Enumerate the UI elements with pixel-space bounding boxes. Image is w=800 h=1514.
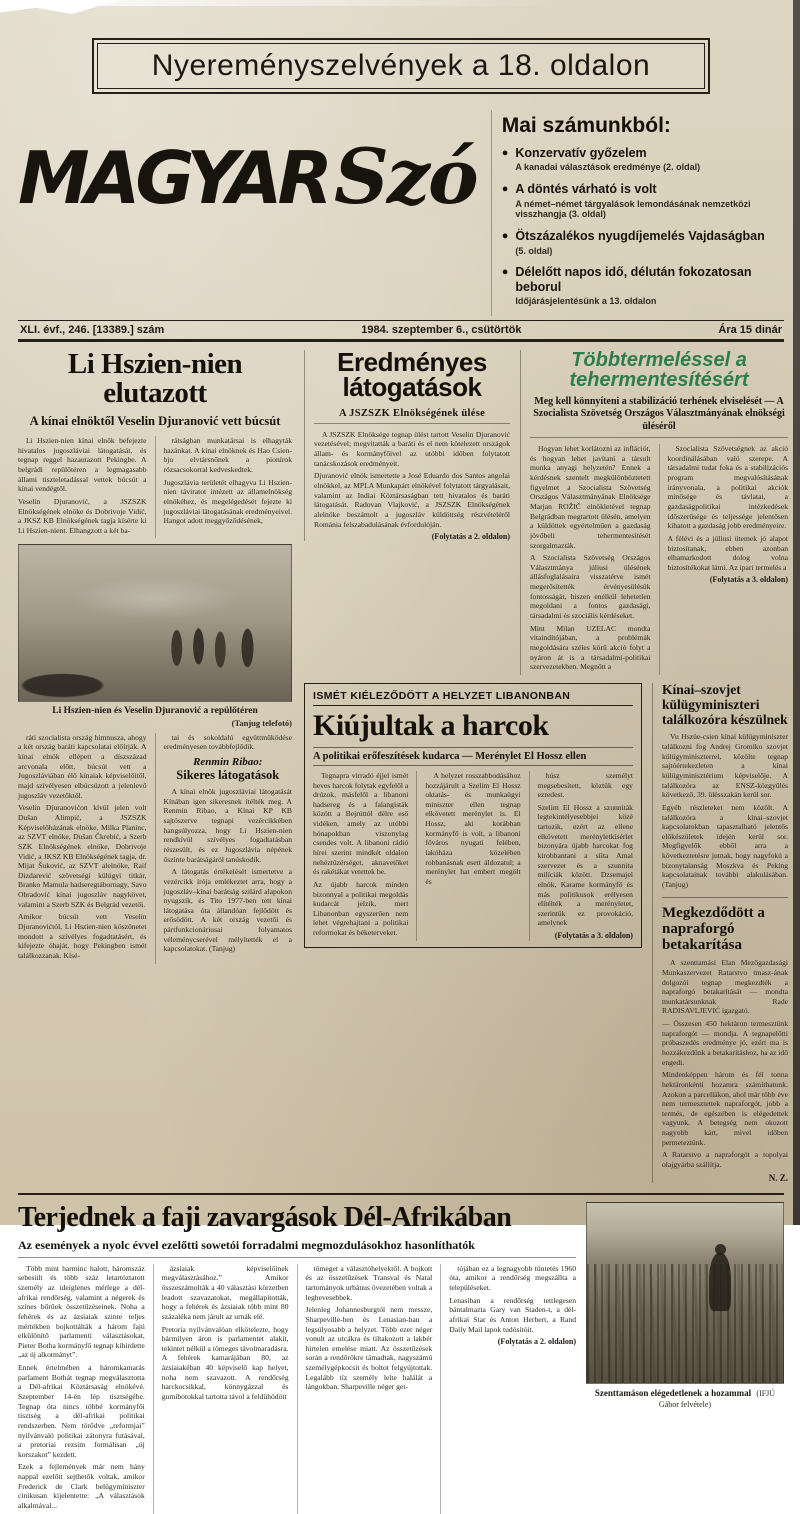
today-item-head: A döntés várható is volt: [515, 182, 657, 197]
body-column: [659, 444, 789, 675]
body-paragraph: Az újabb harcok minden bizonnyal a politikai megoldás kudarcát jelzik, mert Libanonban egyszerűen nem lehet végrehajtani a politikai reformokat és béketerveket.: [313, 879, 409, 938]
body-paragraph: ráti szocialista ország himnusza, ahogy a két ország baráti kapcsolatai előírják. A kínai elnök ellépett a díszszázad arcvonala előtt, búcsút vett a Jugoszláviában élő kínaiak képviselőitől, majd szívélyesen elbúcsúzott a jelenlevő jugoszláv vezetőktől.: [18, 732, 147, 800]
price: Ára 15 dinár: [718, 323, 782, 336]
body-paragraph: Ezek a fejlemények már nem hány nappal ezelőtt sejthetők voltak, amikor Frederick de Clark belügyminiszter cinikusan kijelentette: „A választások alkalmával...: [18, 1462, 145, 1511]
right-column-stack: [652, 683, 788, 1183]
bullet-icon: ●: [501, 230, 509, 243]
body-column: [297, 1264, 433, 1514]
article-libanon-box: [304, 683, 642, 948]
body-paragraph: Szocialista Szövetségnek az akció koordinálásában való szerepe. A társadalmi tudat foka és a stabilizációs program megvalósításának irányvonala, a politikai akciók minősége és távlatai, a gazdaságpolitikai intézkedések időszerűsége és teljessége jelentősen kihatott a gazdaság jobb eredményeire.: [667, 444, 788, 531]
issue-number: XLI. évf., 246. [13389.] szám: [20, 323, 165, 336]
body-column: [155, 436, 293, 538]
photo-caption-block: [586, 1388, 784, 1411]
body-paragraph: A Szocialista Szövetség Országos Választmánya júliusi ülésének állásfoglalásaira visszatérve ismét megerősítették érvényesülésük fontosságát, hiszen enélkül lehetetlen megoldani a fontos gazdasági, társadalmi és szociális kérdéseket.: [530, 553, 651, 621]
body-paragraph: Mindenképpen három és fél tonna hektáronkénti hozamra számíthatunk. Azokon a parcellákon, ahol már több éve nem termesztettek napraforgót, jobb a termés, de egészében is elégedettek vagyunk. A betegség nem okozott nagyobb kárt, mivel időben permeteztünk.: [662, 1070, 788, 1147]
article-kicker: A JSZSZK Elnökségének ülése: [314, 408, 510, 424]
body-paragraph: Jelenleg Johannesburgtól nem messze, Sharpeville-ben és Lenasian-ban a legsúlyosabb a helyzet. Több ezer néger vonult az utcákra és tiltakozott a lakbér hirtelen emelése miatt. Az összetűzések során a rendőrökre támadtak, nagyszámú személygépkocsit és boltot felgyújtottak. Legalább tíz személy lelte halálát a lángokban. Sharpeville néger get-: [305, 1305, 433, 1392]
body-paragraph: — Összesen 450 hektáron termesztünk napraforgót — mondja. A tegnapelőtti próbaszedés eredménye jó, ezért ma is hozzákezdünk a betakarításhoz, ha az idő engedi.: [662, 1019, 788, 1067]
body-paragraph: Tegnapra virradó éjjel ismét heves harcok folytak egyfelől a drúzok, másfelől a libanoni hadsereg és a falangisták között a Bejrúttól délre eső vidéken, amely az utóbbi hónapokban viszonylag csendes volt. A libanoni rádió hírei szerint mindkét oldalon nehéztüzérséget, aknavetőket és rakétákat vetettek be.: [313, 770, 409, 877]
body-paragraph: Több mint harminc halott, háromszáz sebesült és több száz letartóztatott személy az ideiglenes mérlege a dél-afrikai rendőrség, valamint a négerek és színes bőrűek összetűzéseinek. Noha a fehérek és az ázsiaiak szinte teljes mértékben bojkottálták a három fajú elkülönítő parlamenti választásokat, Pieter Botha kormányfő tegnap kihirdette „az új alkotmányt”.: [18, 1263, 145, 1360]
continued-on-note: (Folytatás a 2. oldalon): [431, 532, 510, 542]
logo-magyar: MAGYAR: [18, 136, 328, 220]
bullet-icon: ●: [501, 147, 509, 159]
today-in-issue-box: [491, 110, 784, 316]
today-item: [502, 182, 778, 220]
today-item-sub: A kanadai választások eredménye (2. oldal): [515, 162, 701, 173]
body-column: [440, 1264, 576, 1514]
continued-on-note: (Folytatás a 3. oldalon): [554, 931, 633, 941]
article-subtitle: A politikai erőfeszítések kudarca — Merénylet El Hossz ellen: [313, 747, 633, 766]
scan-edge-right: [793, 0, 800, 1225]
body-paragraph: tömeget a választóhelyektől. A bojkott és az összetűzések Transval és Natal tartományok urbánus övezetében voltak a leghevesebbek.: [305, 1263, 433, 1302]
scan-edge-top: [0, 0, 800, 6]
bullet-icon: ●: [501, 183, 509, 196]
article-headline: Kínai–szovjet külügyminiszteri találkozóra készülnek: [662, 681, 788, 727]
today-item-head: Délelőtt napos idő, délután fokozatosan beborul: [515, 265, 752, 294]
photo-caption: Szenttamáson elégedetlenek a hozammal: [594, 1387, 752, 1398]
article-body-columns: [18, 1264, 576, 1514]
renmin-body: [164, 787, 293, 864]
body-paragraph: Veselin Djuranović, a JSZSZK Elnökségének elnöke és Dobrivoje Vidić, a JKSZ KB Elnökségének tagja kísérte ki Li Hszien-nient. Elhangzott a két ba-: [18, 496, 147, 535]
article-body: [314, 430, 510, 529]
body-column-text: [668, 444, 789, 572]
torn-paper-edge: [0, 0, 120, 14]
body-paragraph: ázsiaiak képviselőinek megválasztásához.” Amikor összeszámolták a 40 választási körzetben leadott szavazatokat, megállapították, hogy a fehérek és ázsiaiak több mint 80 százaléka nem járult az urnák elé.: [161, 1263, 289, 1321]
body-column: [18, 436, 147, 538]
photo-credit: (IFJÚ Gábor felvétele): [658, 1388, 776, 1409]
body-paragraph: Amikor búcsút vett Veselin Djuranovićtól, Li Hszien-nien köszönetet mondott a szívélyes fogadtatásért, és kifejezte óhaját, hogy Pekingben ismét találkozzanak. Kísé-: [18, 912, 147, 960]
article-body-columns: [18, 733, 292, 964]
article-headline: Eredményes látogatások: [337, 346, 487, 403]
promo-banner-text: Nyereményszelvények a 18. oldalon: [97, 43, 705, 89]
body-paragraph: A félévi és a júliusi ütemek jó alapot biztosítanak, ebben azonban elhamarkodott dolog volna biztosítékokat látni. Az ipari termelés a: [667, 533, 788, 572]
promo-banner: [92, 38, 710, 94]
body-paragraph: Pretoria nyilvánvalóan elkötelezte, hogy bármilyen áron is parlamentet alakít, tekintet nélkül a tömeges távolmaradásra. A fehérek kamarájában 80, az ázsiaiakéban 40 képviselő kap helyet, noha nem szavazott. A rendőrség harckocsikkal, könnygázzal és gumibotokkal tartotta távol a feldühödött: [161, 1324, 289, 1401]
article-headline: Többtermeléssel a tehermentesítésért: [569, 348, 749, 392]
body-paragraph: Djuranović elnök ismertette a José Eduardo dos Santos angolai elnökkel, az MPLA Munkapárt elnökével folytatott tárgyalásait, valamint az Indiai Köztársaságban tett hivatalos és baráti látogatását. Radovan Vlajković, a JSZSZK Elnökségének alelnöke beszámolt a jugoszláv küldöttség részvételéről Románia felszabadulásának évfordulóján.: [314, 471, 510, 529]
article-body: [662, 958, 788, 1169]
article-kicker: ISMÉT KIÉLEZŐDÖTT A HELYZET LIBANONBAN: [313, 690, 633, 706]
body-paragraph: húsz személyt megsebesített, köztük egy ezredest.: [537, 770, 633, 800]
article-headline: Kiújultak a harcok: [313, 708, 549, 742]
logo-szo: Szó: [333, 132, 477, 221]
body-paragraph: Mint Milan UZELAC mondta vitaindítójában, a problémák megoldására széles körű akció folyt a nyáron át is a társadalmi-politikai szervezetekben. Megnőtt a: [530, 623, 651, 672]
article-eredmenyes-latogatasok: [304, 346, 510, 542]
masthead: [18, 110, 784, 316]
article-kinai-szovjet: [662, 683, 788, 890]
body-column: [18, 1264, 145, 1514]
body-paragraph: A JSZSZK Elnöksége tegnap ülést tartott Veselin Djuranović vezetésével; megvitatták a baráti és el nem kötelezett országok állam- és kormányfőivel az utóbbi időben folytatott tanácskozások eredményeit.: [314, 429, 510, 468]
newspaper-logo: [18, 110, 477, 221]
body-paragraph: Li Hszien-nien kínai elnök befejezte hivatalos jugoszláviai látogatását, és tegnap reggel hazautazott Pekingbe. A belgrádi repülőtéren a legmagasabb állami tiszteletadással vettek búcsút a kínai vendégtől.: [18, 436, 147, 494]
body-paragraph: rátságban munkatársai is elhagyták hazánkat. A kínai elnöknek és Hao Csien-bju elvtársnőnek a pionírok rózsacsokorral kedveskedtek.: [163, 436, 292, 474]
body-paragraph: Jugoszlávia területét elhagyva Li Hszien-nien táviratot intézett az államelnökség elnökéhez, és megelégedését fejezte ki jugoszláviai látogatásának eredményeivel. Hangot adott meggyőződésének,: [163, 477, 292, 526]
today-item-sub: A német–német tárgyalások lemondásának nemzetközi visszhangja (3. oldal): [515, 198, 751, 220]
body-column: [155, 733, 293, 964]
article-subtitle: Az események a nyolc évvel ezelőtti sowetói forradalmi megmozdulásokhoz hasonlíthatók: [18, 1238, 576, 1258]
body-paragraph: Hogyan lehet korlátozni az inflációt, és hogyan lehet javítani a társult munka anyagi helyzetén? Ennek a kérdésnek szentelt megkülönböztetett figyelmet a Szocialista Szövetség Országos Választmányának Elnöksége Marjan ROŽIČ elnökletével tegnap Belgrádban megtartott ülésén, amelyen a küldöttek egyértelműen a gazdaság jövőbeli tehermentesítését szorgalmazták.: [530, 444, 651, 550]
photo-sunflower-block: [586, 1202, 784, 1514]
body-column: [530, 444, 651, 675]
body-column: [416, 771, 520, 941]
article-continuation: [164, 867, 293, 954]
article-napraforgo: [662, 905, 788, 1183]
today-item: [502, 146, 778, 173]
body-paragraph: Veselin Djuranovićon kívül jelen volt Dušan Alimpić, a JSZSZK Képviselőházának elnöke, Milka Planinc, az SZVT elnöke, Dušan Čkrebić, a Szerb SZK Elnökségének elnöke, Dobrivoje Vidić, a JKSZ KB Elnökségének tagja, dr. Mijat Šuković, az SZVT alelnöke, Raif Dizdarević szövetségi külügyi titkár, Branko Mamula hadseregtábornagy, Savo Obradović kínai jugoszláv nagykövet, valamint a Szerb SZK és Belgrád vezetői.: [18, 803, 147, 909]
bullet-icon: ●: [501, 266, 509, 279]
body-paragraph: A Ratarstvo a napraforgót a topolyai olajgyárba szállítja.: [662, 1150, 788, 1170]
section-divider: [662, 897, 788, 898]
article-tobbtermelessel: [520, 350, 788, 675]
renmin-ribao-headline: Sikeres látogatások: [176, 768, 280, 783]
article-subtitle: Meg kell könnyíteni a stabilizáció terhének elviselését — A Szocialista Szövetség Országos Választmányának elnökségi üléséről: [530, 396, 788, 439]
renmin-ribao-kicker: Renmin Ribao:: [193, 756, 263, 769]
photo-caption: Li Hszien-nien és Veselin Djuranović a repülőtéren: [52, 706, 258, 717]
article-headline: Li Hszien-nien elutazott: [67, 347, 243, 410]
photo-texture: [587, 1264, 783, 1383]
article-subtitle: A kínai elnöktől Veselin Djuranović vett búcsút: [29, 414, 281, 429]
continued-on-note: (Folytatás a 2. oldalon): [497, 1337, 576, 1347]
photo-sunflower-harvest: [586, 1202, 784, 1384]
article-body: [662, 732, 788, 889]
body-paragraph: A szenttamási Elan Mezőgazdasági Munkaszervezet Ratarstvo tmasz-ának dolgozói tegnap megkezdték a napraforgó betakarítását — mondta munkatársunknak Rade RADISAVLJEVIĆ igazgató.: [662, 958, 788, 1016]
article-body-columns: [313, 771, 633, 941]
today-box-title: Mai számunkból:: [501, 114, 671, 137]
body-paragraph: tai és sokoldalú együttműködése eredményesen továbbfejlődik.: [163, 732, 292, 752]
body-paragraph: A helyzet rosszabbodásához hozzájárult a Szelim El Hossz oktatás- és munkaügyi miniszter ellen tegnap elkövetett merénylet is. El Hossz, aki korábban kormányfő is volt, a libanoni főváros nyugati felében, lakóháza közelében robbanásnak esett áldozatul; a merénylet hat embert megölt és: [425, 770, 521, 886]
article-del-afrika: [18, 1202, 576, 1514]
body-column: [313, 771, 408, 941]
body-column: [529, 771, 633, 941]
body-paragraph: A látogatás értékelését ismertetve a vezércikk írója emlékeztet arra, hogy a jugoszláv–kínai barátság szilárd alapokon nyugszik, és Tito 1977-ben tett kínai látogatása óta állandóan fejlődött és erősödött. A két ország vezetői és pártfunkcionáriusai folyamatos véleménycserével mélyítették el a kapcsolatokat. (Tanjug): [163, 867, 292, 954]
body-column-text: [538, 771, 633, 928]
photo-person-silhouette: [709, 1253, 731, 1311]
body-column: [18, 733, 147, 964]
body-paragraph: A kínai elnök jugoszláviai látogatását Kínában igen sikeresnek ítélték meg. A Renmin Ribao, a Kínai KP KB sajtószerve tegnapi vezércikkében hangsúlyozza, hogy Li Hszien-nien rendkívül szívélyes fogadtatásban részesült, és ez Jugoszlávia népének őszinte barátságáról tanúskodik.: [163, 787, 292, 864]
today-item: [502, 265, 778, 307]
article-headline: Megkezdődött a napraforgó betakarítása: [662, 904, 765, 954]
body-column: [153, 1264, 289, 1514]
today-item-head: Ötszázalékos nyugdíjemelés Vajdaságban: [515, 229, 765, 244]
body-paragraph: Ennek értelmében a háromkamarás parlament Bothát tegnap megválasztotta a Dél-afrikai Köztársaság elnökévé. Szeptember 14-én lép tisztségébe. Tegnap óta nincs többé kormányfői tisztség a dél-afrikai politikai rendszerben. Nem törődve „reformjai” nyilvánvaló politikai zátonyra futásával, a pretoriai rezsim formálisan „új korszakot” kezdett.: [18, 1363, 145, 1459]
front-page-main: [18, 346, 788, 1183]
photo-li-airport: [18, 544, 292, 702]
body-column-text: [449, 1264, 576, 1334]
article-body-columns: [530, 444, 788, 675]
dateline: [18, 320, 784, 342]
author-initials: N. Z.: [768, 1172, 788, 1183]
today-item-sub: (5. oldal): [515, 245, 553, 256]
body-paragraph: Lenasiban a rendőrség tettlegesen bántalmazta Gary van Staden-t, a dél-afrikai Star és Anton Herbert, a Rand Daily Mail lapok tudósítóit.: [449, 1295, 576, 1334]
article-headline: Terjednek a faji zavargások Dél-Afrikában: [18, 1201, 512, 1233]
body-paragraph: Szelim El Hossz a szunniták legtekintélyesebbjei közé tartozik, ezért az ellene elkövetett merényletkísérlet bizonyára újabb harcokat fog kirobbantani a síita Amal szervezet és a szunnita milíciák között. Dzsemajel elnök, Karame kormányfő és más politikusok erélyesen elítélték a merényletet, szerintük ez provokáció, amelynek: [537, 802, 633, 928]
article-li-hszien-nien: [18, 347, 294, 964]
photo-credit: (Tanjug telefotó): [231, 717, 292, 728]
publication-date: 1984. szeptember 6., csütörtök: [361, 323, 522, 336]
article-body-columns: [18, 436, 292, 538]
today-item-head: Konzervatív győzelem: [515, 146, 647, 160]
body-paragraph: Egyéb részleteket nem közölt. A találkozóra a kínai–szovjet kapcsolatokban tapasztalható jelentős előkészületek idején kerül sor. Megfigyelők ebből arra a következtetésre jutnak, hogy nagyfokú a bizonytalanság Moszkva és Peking kapcsolatainak további alakulásában. (Tanjug): [662, 802, 788, 890]
bottom-section: [18, 1193, 784, 1514]
body-paragraph: tójában ez a legnagyobb tüntetés 1960 óta, amikor a rendőrség megszállta a településeket.: [449, 1263, 576, 1292]
body-paragraph: Vu Hszüe-csien kínai külügyminiszter találkozni fog Andrej Gromiko szovjet külügyminiszterrel, közölte tegnap sajtóértekezleten a kínai külügyminisztérium képviselője. A találkozóra az ENSZ-közgyűlés következő, 39. ülésszakán kerül sor.: [662, 732, 788, 800]
continued-on-note: (Folytatás a 3. oldalon): [709, 575, 788, 585]
today-item-sub: Időjárásjelentésünk a 13. oldalon: [515, 296, 657, 307]
today-item: [502, 229, 778, 256]
